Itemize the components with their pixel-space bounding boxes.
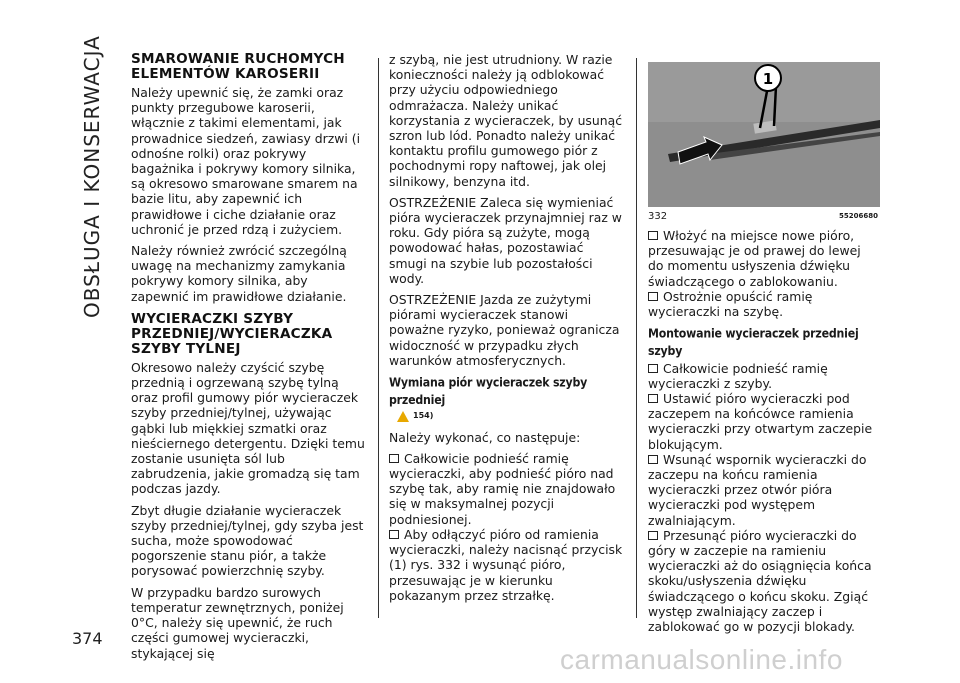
watermark: carmanualsonline.info bbox=[560, 644, 843, 675]
checkbox-bullet-icon bbox=[648, 292, 658, 301]
checkbox-bullet-icon bbox=[389, 454, 399, 463]
step-item: Aby odłączyć pióro od ramienia wycieraczki, należy nacisnąć przycisk (1) rys. 332 i wysunąć pióro, przesuwając je w kierunku pokazanym przez strzałkę. bbox=[389, 526, 623, 603]
paragraph: Należy również zwrócić szczególną uwagę na mechanizmy zamykania pokrywy komory silnika, aby zapewnić im prawidłowe działanie. bbox=[131, 243, 347, 304]
heading-lubrication: SMAROWANIE RUCHOMYCH ELEMENTÓW KAROSERII bbox=[131, 51, 345, 82]
column-2 bbox=[389, 52, 624, 603]
step-item: Całkowicie podnieść ramię wycieraczki z szyby. bbox=[648, 360, 828, 391]
warning-triangle-icon bbox=[397, 411, 409, 422]
checkbox-bullet-icon bbox=[648, 394, 658, 403]
paragraph: W przypadku bardzo surowych temperatur zewnętrznych, poniżej 0°C, należy się upewnić, że ruch części gumowej wycieraczki, stykającej się bbox=[131, 584, 344, 661]
paragraph: z szybą, nie jest utrudniony. W razie konieczności należy ją odblokować przy użyciu odpowiedniego odmrażacza. Należy unikać korzystania z wycieraczek, by usunąć szron lub lód. Ponadto należy unikać kontaktu profilu gumowego piór z pochodnymi ropy naftowej, jak olej silnikowy, benzyna itd. bbox=[389, 52, 623, 189]
figure-number: 332 bbox=[648, 211, 668, 222]
column-1 bbox=[131, 52, 367, 667]
wiper-figure bbox=[648, 62, 880, 207]
page-number: 374 bbox=[72, 629, 103, 648]
wiper-illustration bbox=[648, 62, 880, 207]
step-item: Wsunąć wspornik wycieraczki do zaczepu na końcu ramienia wycieraczki przez otwór pióra wycieraczki pod występem zwalniającym. bbox=[648, 451, 867, 528]
step-item: Włożyć na miejsce nowe pióro, przesuwając je od prawej do lewej do momentu usłyszenia dźwięku świadczącego o zablokowaniu. bbox=[648, 228, 861, 289]
paragraph: Zbyt długie działanie wycieraczek szyby przedniej/tylnej, gdy szyba jest sucha, może spowodować pogorszenie stanu piór, a także porysować powierzchnię szyby. bbox=[131, 502, 364, 579]
warning-paragraph: OSTRZEŻENIE Zaleca się wymieniać pióra wycieraczek przynajmniej raz w roku. Gdy pióra są zużyte, mogą powodować hałas, pozostawiać smugi na szybie lub pozostałości wody. bbox=[389, 194, 622, 286]
section-title: OBSŁUGA I KONSERWACJA bbox=[80, 35, 104, 318]
step-item: Ustawić pióro wycieraczki pod zaczepem na końcówce ramienia wycieraczki przy otwartym zaczepie blokującym. bbox=[648, 391, 873, 452]
checkbox-bullet-icon bbox=[648, 231, 658, 240]
paragraph: Należy upewnić się, że zamki oraz punkty przegubowe karoserii, włącznie z takimi elementami, jak prowadnice siedzeń, zawiasy drzwi (i odnośne rolki) oraz pokrywy bagażnika i pokrywy komory silnika, są okresowo smarowane smarem na bazie litu, aby zapewnić ich prawidłowe i ciche działanie oraz uchronić je przed rdzą i zużyciem. bbox=[131, 85, 361, 237]
column-divider bbox=[636, 58, 637, 618]
warning-ref-number: 154) bbox=[413, 411, 434, 421]
paragraph: Należy wykonać, co następuje: bbox=[389, 429, 581, 445]
heading-blade-replacement: Wymiana piór wycieraczek szyby przedniej bbox=[389, 375, 588, 408]
heading-wiper-installation: Montowanie wycieraczek przedniej szyby bbox=[648, 326, 859, 359]
paragraph: Okresowo należy czyścić szybę przednią i ogrzewaną szybę tylną oraz profil gumowy piór wycieraczek szyby przedniej/tylnej, używając gąbki lub miękkiej szmatki oraz nieściernego detergentu. Dzięki temu zostanie usunięta sól lub zabrudzenia, jakie gromadzą się tam podczas jazdy. bbox=[131, 359, 365, 497]
heading-wipers: WYCIERACZKI SZYBY PRZEDNIEJ/WYCIERACZKA SZYBY TYLNEJ bbox=[131, 310, 333, 357]
checkbox-bullet-icon bbox=[389, 530, 399, 539]
checkbox-bullet-icon bbox=[648, 531, 658, 540]
figure-callout: 1 bbox=[762, 70, 774, 88]
column-3 bbox=[648, 228, 880, 634]
step-item: Przesunąć pióro wycieraczki do góry w zaczepie na ramieniu wycieraczki aż do osiągnięcia końca skoku/usłyszenia dźwięku świadczącego o końcu skoku. Zgiąć występ zwalniający zaczep i zablokować go w pozycji blokady. bbox=[648, 527, 872, 635]
checkbox-bullet-icon bbox=[648, 364, 658, 373]
warning-reference bbox=[397, 408, 624, 423]
warning-paragraph: OSTRZEŻENIE Jazda ze zużytymi piórami wycieraczek stanowi poważne ryzyko, ponieważ ogranicza widoczność w przypadku złych warunków atmosferycznych. bbox=[389, 292, 620, 368]
step-item: Całkowicie podnieść ramię wycieraczki, aby podnieść pióro nad szybę tak, aby ramię nie znajdowało się w maksymalnej pozycji podniesionej. bbox=[389, 450, 616, 527]
figure-code: 55206680 bbox=[839, 212, 878, 220]
column-divider bbox=[378, 58, 379, 618]
step-item: Ostrożnie opuścić ramię wycieraczki na szybę. bbox=[648, 288, 813, 320]
checkbox-bullet-icon bbox=[648, 455, 658, 464]
